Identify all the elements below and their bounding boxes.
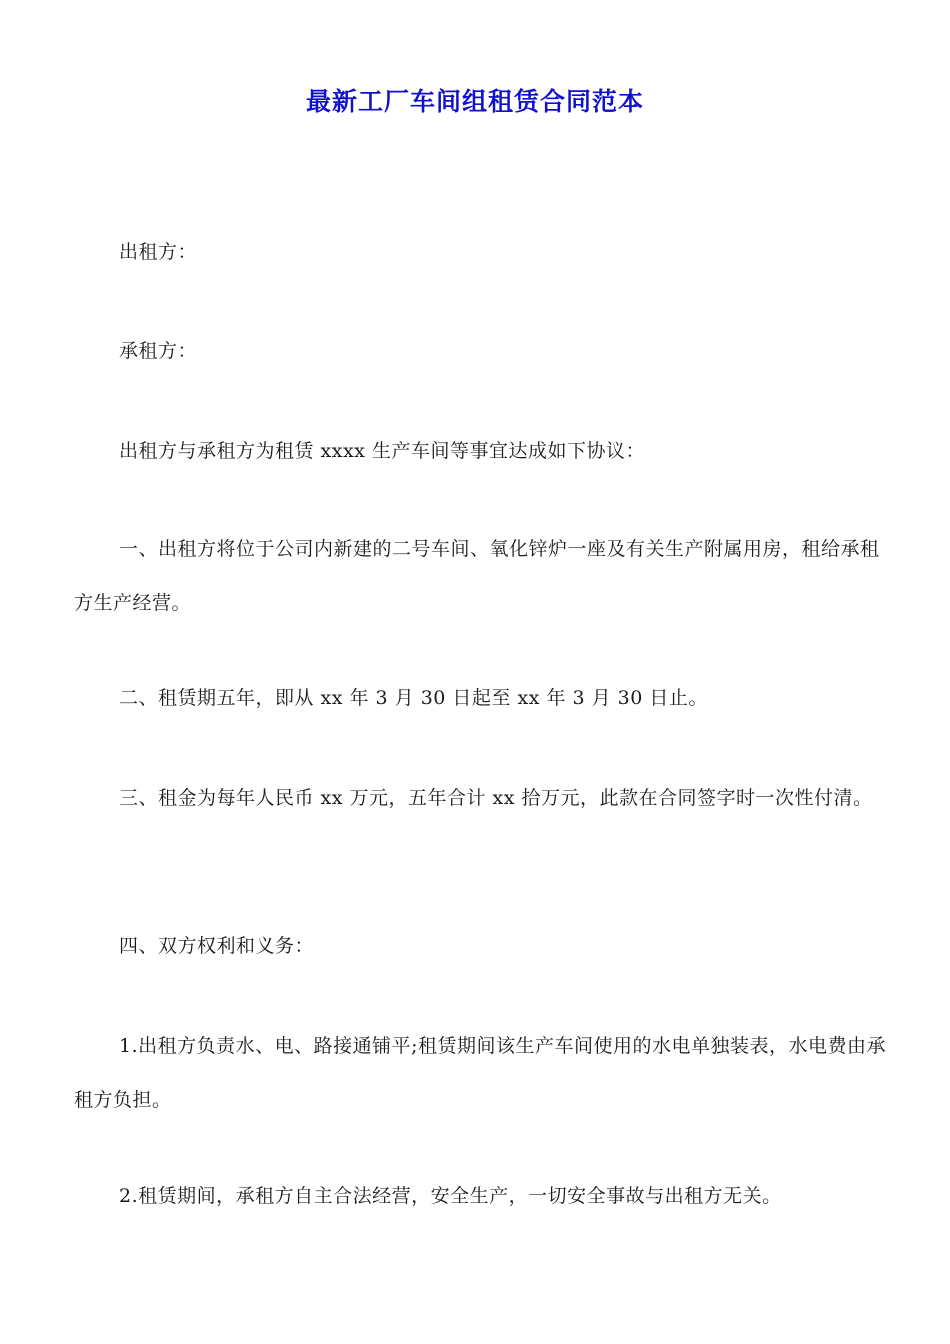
clause-3-paragraph: 三、租金为每年人民币 xx 万元，五年合计 xx 拾万元，此款在合同签字时一次性付清。 [119,787,873,809]
clause-4-heading: 四、双方权利和义务： [119,935,315,957]
clause-2-paragraph: 二、租赁期五年，即从 xx 年 3 月 30 日起至 xx 年 3 月 30 日止。 [119,687,708,709]
clause-1-paragraph: 一、出租方将位于公司内新建的二号车间、氧化锌炉一座及有关生产附属用房，租给承租方生产经营。 [74,538,880,614]
lessor-line: 出租方： [119,241,198,263]
document-title: 最新工厂车间组租赁合同范本 [305,87,644,116]
lessee-line: 承租方： [119,340,198,362]
intro-paragraph: 出租方与承租方为租赁 xxxx 生产车间等事宜达成如下协议： [119,440,645,462]
clause-4-item-1: 1.出租方负责水、电、路接通铺平;租赁期间该生产车间使用的水电单独装表，水电费由承租方负担。 [74,1035,887,1111]
clause-4-item-2: 2.租赁期间，承租方自主合法经营，安全生产，一切安全事故与出租方无关。 [119,1185,782,1207]
